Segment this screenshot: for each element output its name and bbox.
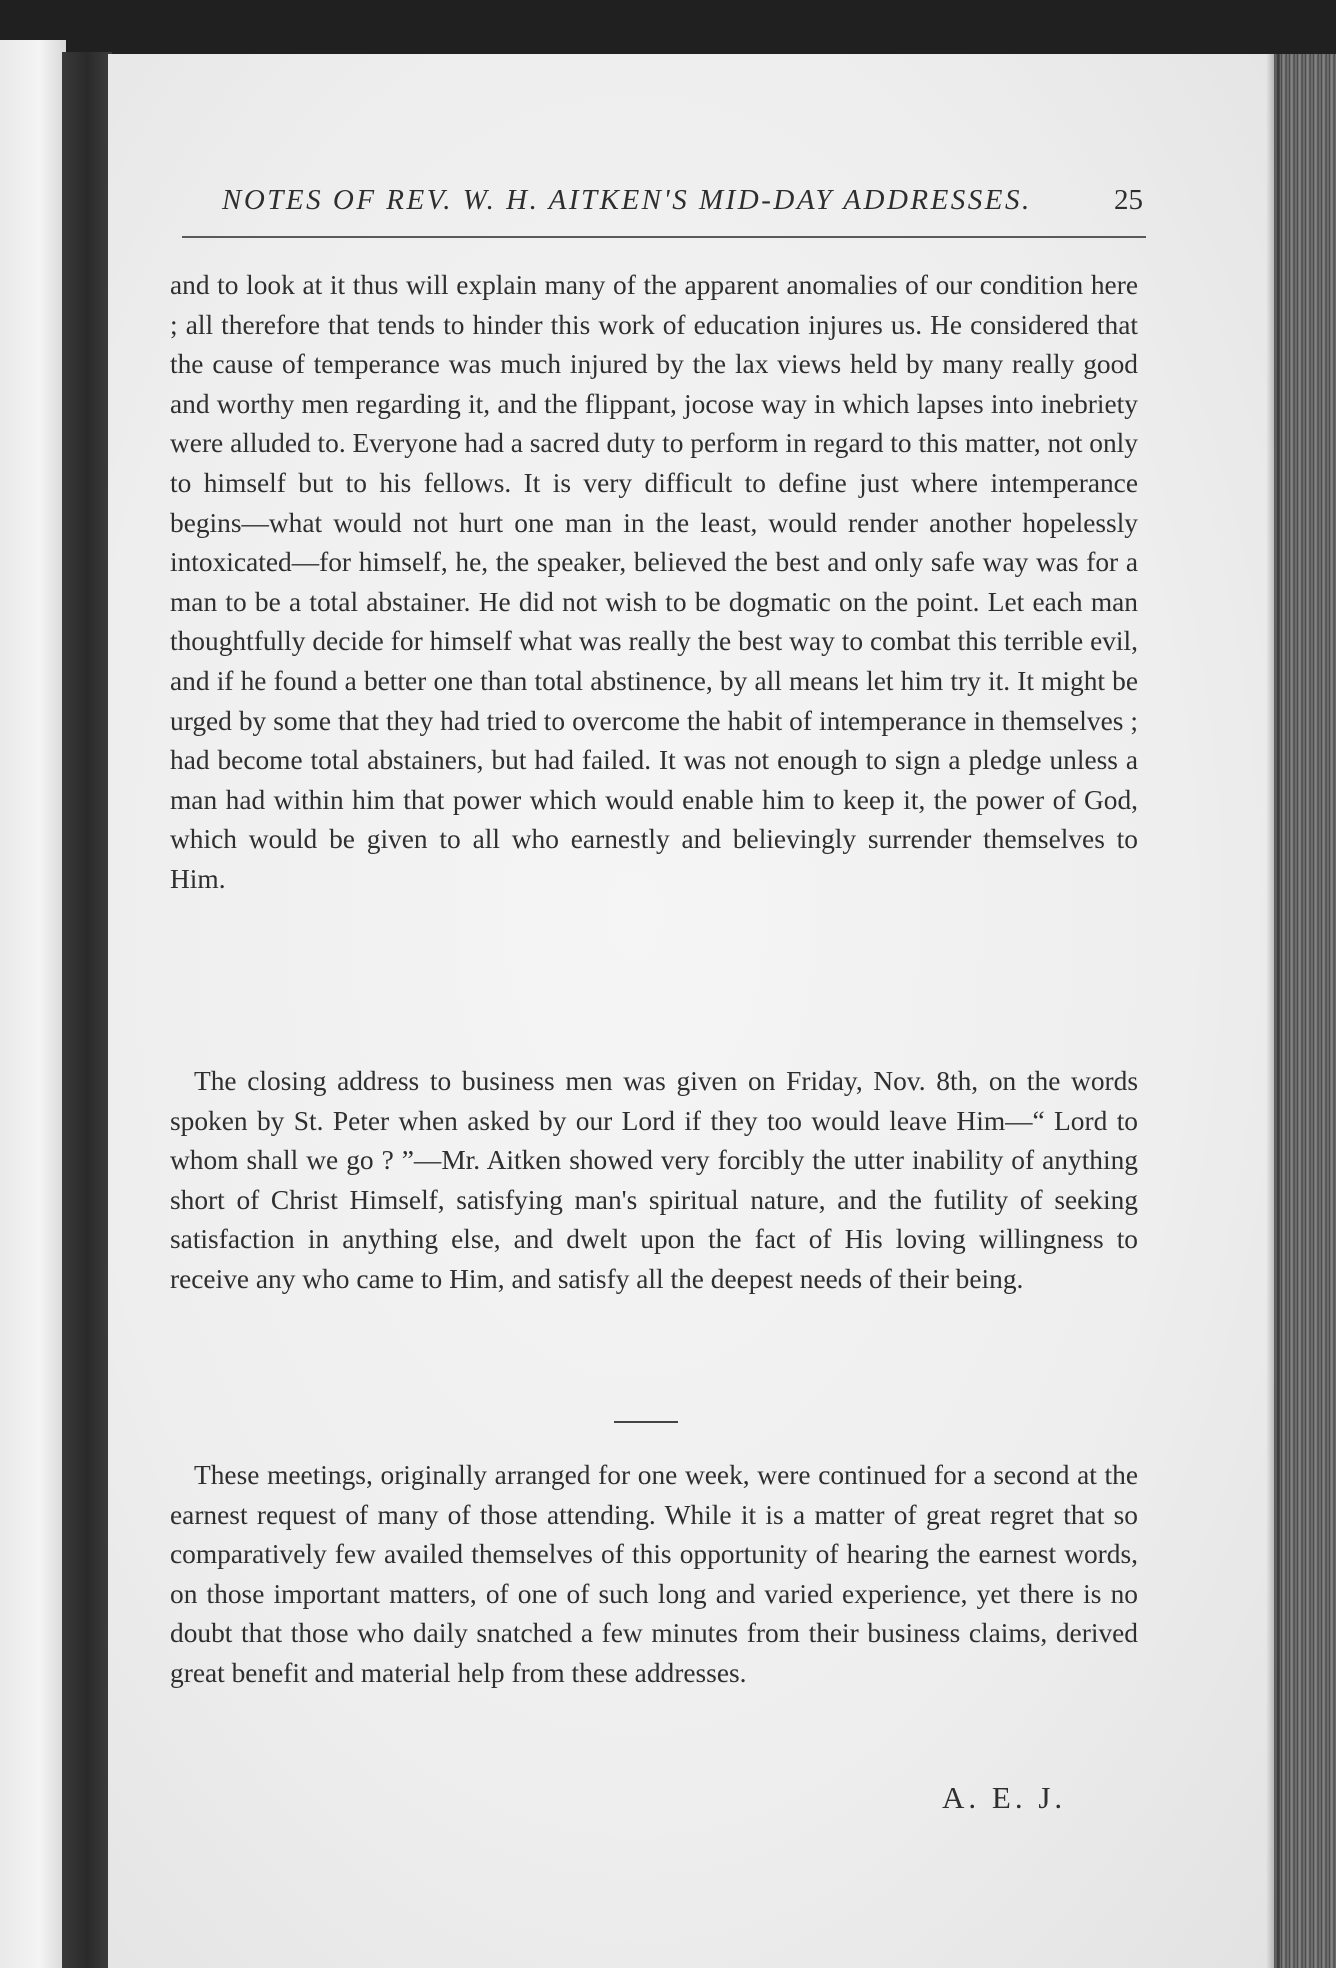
body-paragraph-1: and to look at it thus will explain many of the apparent anomalies of our condition here ; all therefore that tends to hinder this work of education injures us. He considered that the cause of temperance was much injured by the lax views held by many really good and worthy men regarding it, and the flippant, jocose way in which lapses into inebriety were alluded to. Everyone had a sacred duty to perform in regard to this matter, not only to himself but to his fellows. It is very difficult to define just where intemperance begins—what would not hurt one man in the least, would render another hopelessly intoxicated—for himself, he, the speaker, believed the best and only safe way was for a man to be a total abstainer. He did not wish to be dogmatic on the point. Let each man thoughtfully decide for himself what was really the best way to combat this terrible evil, and if he found a better one than total abstinence, by all means let him try it. It might be urged by some that they had tried to overcome the habit of intemperance in themselves ; had become total abstainers, but had failed. It was not enough to sign a pledge unless a man had within him that power which would enable him to keep it, the power of God, which would be given to all who earnestly and believingly surrender themselves to Him.	[170, 270, 1138, 894]
running-header: NOTES OF REV. W. H. AITKEN'S MID-DAY ADDRESSES.	[222, 184, 1032, 216]
previous-page-edge	[0, 40, 66, 1968]
body-paragraph-2: The closing address to business men was given on Friday, Nov. 8th, on the words spoken by St. Peter when asked by our Lord if they too would leave Him—“ Lord to whom shall we go ? ”—Mr. Aitken showed very forcibly the utter inability of anything short of Christ Himself, satisfying man's spiritual nature, and the futility of seeking satisfaction in anything else, and dwelt upon the fact of His loving willingness to receive any who came to Him, and satisfy all the deepest needs of their being.	[170, 1066, 1138, 1294]
book-gutter	[62, 52, 112, 1968]
author-initials: A. E. J.	[942, 1780, 1067, 1815]
page-number: 25	[1114, 184, 1143, 216]
header-rule	[182, 236, 1146, 238]
page-edge-shadow	[1266, 54, 1280, 1968]
section-divider	[614, 1421, 678, 1423]
scanner-top-band	[0, 0, 1336, 58]
stacked-page-edges	[1274, 54, 1336, 1968]
body-paragraph-3: These meetings, originally arranged for one week, were continued for a second at the earnest request of many of those attending. While it is a matter of great regret that so comparatively few availed themselves of this opportunity of hearing the earnest words, on those important matters, of one of such long and varied experience, yet there is no doubt that those who daily snatched a few minutes from their business claims, derived great benefit and material help from these addresses.	[170, 1460, 1138, 1688]
